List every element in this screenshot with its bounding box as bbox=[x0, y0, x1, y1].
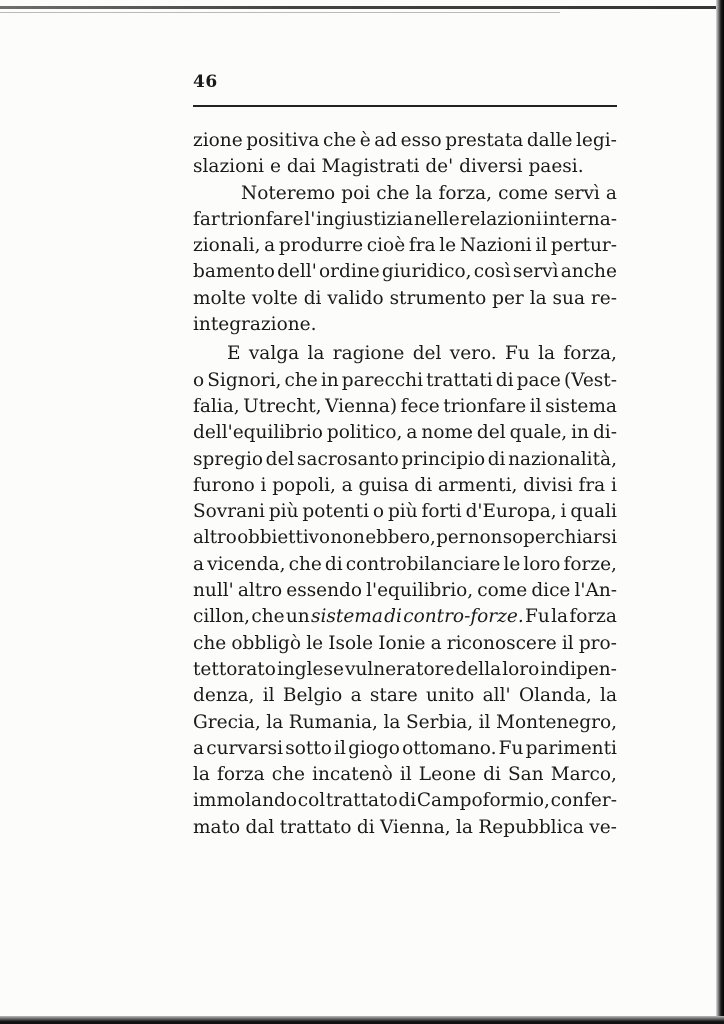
text-line: bamento dell' ordine giuridico, così servì anche bbox=[193, 261, 617, 283]
scan-edge-top bbox=[0, 6, 724, 9]
text-line: zionali, a produrre cioè fra le Nazioni il pertur- bbox=[193, 235, 617, 257]
page-number: 46 bbox=[193, 72, 218, 92]
text-line: a curvarsi sotto il giogo ottomano. Fu parimenti bbox=[193, 737, 617, 759]
body-text bbox=[193, 128, 617, 841]
scan-edge-top-thin bbox=[0, 12, 560, 13]
text-line: null' altro essendo l'equilibrio, come dice l'An- bbox=[193, 580, 617, 602]
text-line: molte volte di valido strumento per la sua re- bbox=[193, 287, 617, 309]
text-line: a vicenda, che di controbilanciare le loro forze, bbox=[193, 553, 617, 575]
text-line: spregio del sacrosanto principio di nazionalità, bbox=[193, 448, 617, 470]
header-rule bbox=[193, 105, 617, 107]
text-line: la forza che incatenò il Leone di San Marco, bbox=[193, 764, 617, 786]
scan-edge-right bbox=[716, 0, 724, 1024]
text-line: furono i popoli, a guisa di armenti, divisi fra i bbox=[193, 474, 617, 496]
text-line: dell'equilibrio politico, a nome del quale, in di- bbox=[193, 422, 617, 444]
scan-edge-bottom bbox=[0, 1016, 724, 1024]
text-line: E valga la ragione del vero. Fu la forza, bbox=[227, 343, 617, 365]
text-line: mato dal trattato di Vienna, la Repubblica ve- bbox=[193, 816, 617, 838]
text-line: Sovrani più potenti o più forti d'Europa, i quali bbox=[193, 501, 617, 523]
text-line: falia, Utrecht, Vienna) fece trionfare il sistema bbox=[193, 395, 617, 417]
text-line: Noteremo poi che la forza, come servì a bbox=[241, 182, 617, 204]
text-line: cillon, che un sistema di contro-forze. Fu la forza bbox=[193, 606, 617, 628]
text-line: slazioni e dai Magistrati de' diversi paesi. bbox=[193, 156, 584, 178]
text-line: denza, il Belgio a stare unito all' Olanda, la bbox=[193, 685, 617, 707]
text-line: zione positiva che è ad esso prestata dalle legi- bbox=[193, 130, 617, 151]
text-line: che obbligò le Isole Ionie a riconoscere il pro- bbox=[193, 632, 617, 654]
text-line: immolando col trattato di Campoformio, confer- bbox=[193, 790, 617, 812]
text-line: far trionfare l' ingiustizia nelle relazioni interna- bbox=[193, 208, 617, 230]
text-line: integrazione. bbox=[193, 314, 317, 336]
text-line: altro obbiettivo non ebbero, per non soperchiarsi bbox=[193, 527, 617, 549]
text-line: o Signori, che in parecchi trattati di pace (Vest- bbox=[193, 369, 617, 391]
text-line: Grecia, la Rumania, la Serbia, il Montenegro, bbox=[193, 711, 617, 733]
text-line: tettorato inglese vulneratore della loro indipen- bbox=[193, 658, 617, 680]
